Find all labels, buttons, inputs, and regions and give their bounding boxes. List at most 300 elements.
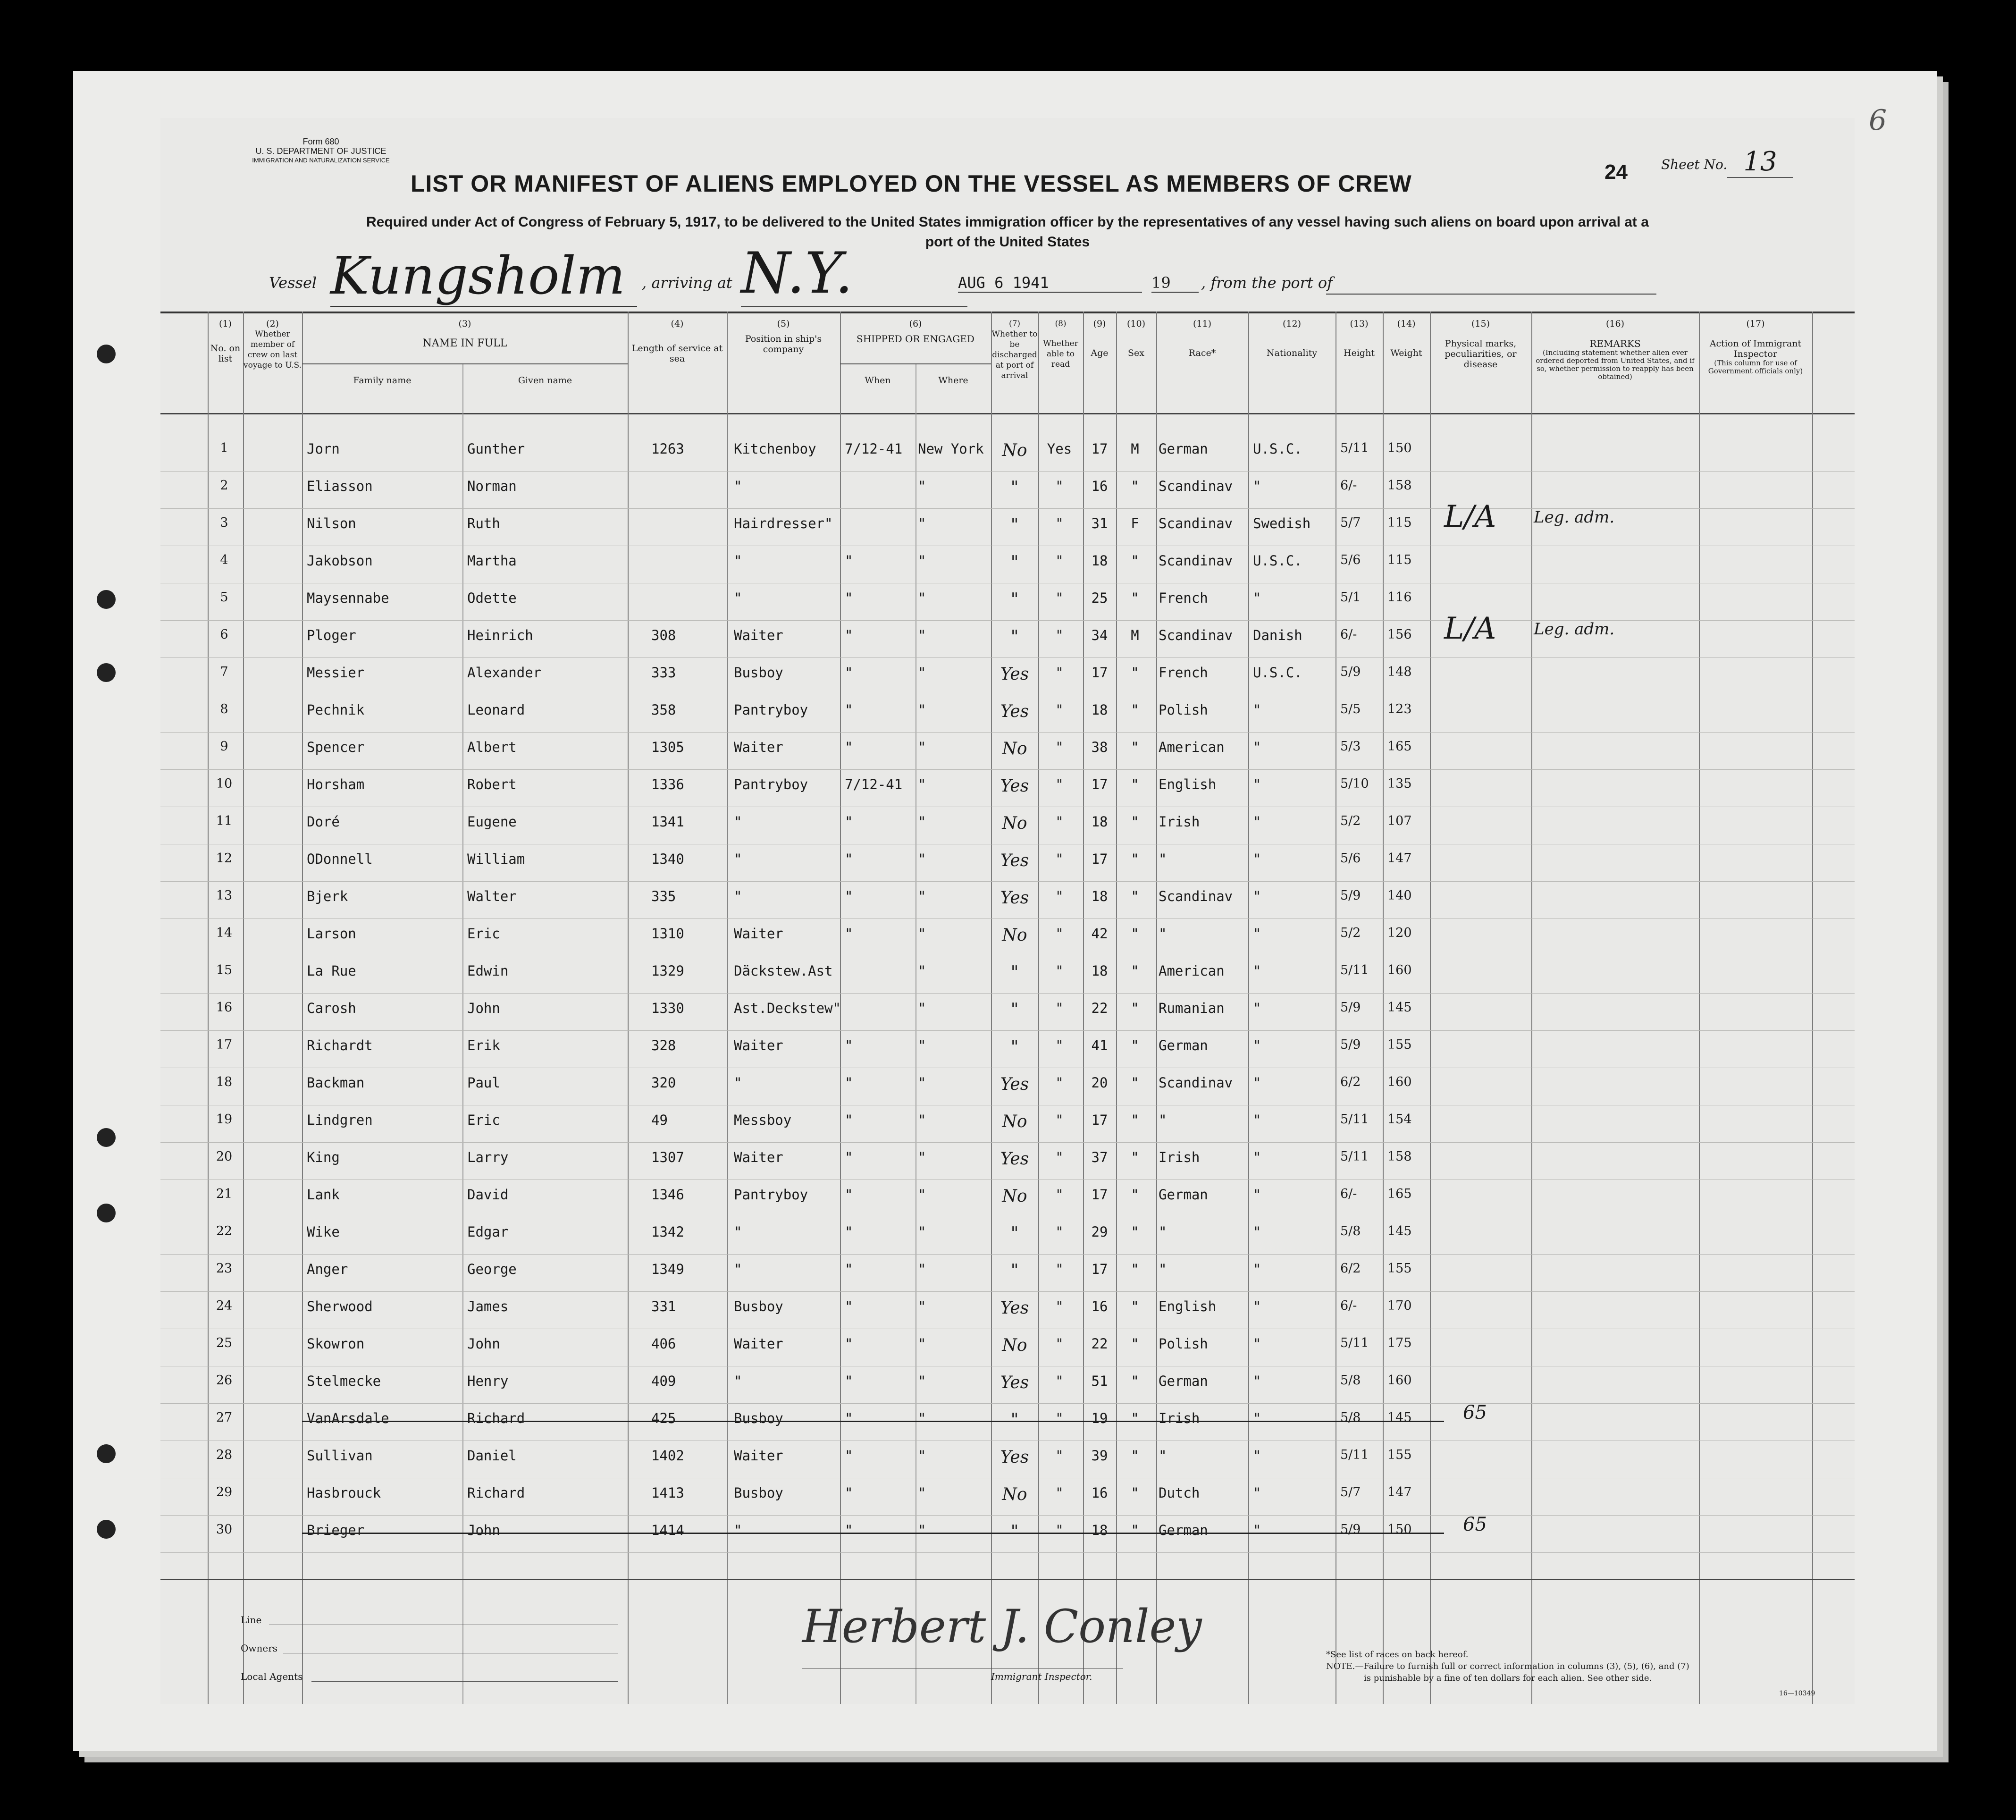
given-name: Odette [467,590,517,606]
crew-row [160,1180,1855,1217]
age: 17 [1091,776,1108,792]
able-to-read: " [1055,776,1064,792]
ship-position: " [734,888,742,904]
able-to-read: " [1055,1448,1064,1464]
shipped-when: " [845,1075,853,1091]
height: 5/9 [1340,1522,1361,1537]
height: 5/11 [1340,1448,1369,1462]
weight: 115 [1387,515,1412,530]
col-4-header: (4) Length of service at sea [631,319,723,364]
given-name: Richard [467,1410,525,1426]
col-14-header: (14) Weight [1390,319,1422,358]
penalty-note: NOTE.—Failure to furnish full or correct information in columns (3), (5), (6), and (7) [1326,1661,1689,1671]
row-number: 4 [220,553,228,567]
shipped-where: " [918,776,926,792]
weight: 154 [1387,1112,1412,1127]
race: French [1159,665,1208,681]
discharge-status: " [1010,553,1019,572]
height: 5/6 [1340,553,1361,567]
crew-row [160,1292,1855,1329]
given-name: Erik [467,1037,500,1053]
ship-position: Busboy [734,1485,783,1501]
given-name: Leonard [467,702,525,718]
sex: " [1131,478,1139,494]
service-length: 1341 [651,814,684,830]
nationality: " [1253,702,1261,718]
sex: " [1131,1149,1139,1165]
sex: " [1131,1298,1139,1314]
family-name: Larson [307,926,356,942]
crew-row [160,882,1855,919]
crew-row [160,1329,1855,1366]
shipped-when: " [845,1187,853,1203]
discharge-status: " [1010,478,1019,497]
sex: " [1131,1522,1139,1538]
race: " [1159,851,1167,867]
discharge-status: No [1002,1336,1027,1355]
height: 5/3 [1340,739,1361,754]
given-name-header: Given name [518,375,572,386]
family-name: Eliasson [307,478,373,494]
col-9-header: (9) Age [1091,319,1109,358]
strike-mark: 65 [1463,1402,1487,1424]
ship-position: Pantryboy [734,776,808,792]
height: 5/10 [1340,776,1369,791]
col-6-header: (6) SHIPPED OR ENGAGED [857,319,974,345]
shipped-when: " [845,1112,853,1128]
able-to-read: " [1055,1298,1064,1314]
crew-row [160,658,1855,695]
row-number: 12 [216,851,233,866]
given-name: John [467,1522,500,1538]
shipped-where: " [918,1037,926,1053]
crew-row [160,1031,1855,1068]
crew-row [160,956,1855,994]
family-name: Backman [307,1075,365,1091]
sex: " [1131,1037,1139,1053]
manifest-form [160,118,1855,1704]
service-length: 1346 [651,1187,684,1203]
able-to-read: " [1055,1485,1064,1501]
service-length: 1342 [651,1224,684,1240]
sex: " [1131,1261,1139,1277]
service-length: 1305 [651,739,684,755]
weight: 123 [1387,702,1412,716]
sex: " [1131,1000,1139,1016]
ship-position: " [734,553,742,569]
shipped-when: " [845,590,853,606]
race: Rumanian [1159,1000,1225,1016]
shipped-where: " [918,888,926,904]
race: Scandinav [1159,478,1233,494]
family-name: ODonnell [307,851,373,867]
weight: 147 [1387,851,1412,866]
ship-position: Waiter [734,1448,783,1464]
family-name: La Rue [307,963,356,979]
race: English [1159,776,1217,792]
discharge-status: Yes [1000,1448,1029,1467]
family-name: Spencer [307,739,365,755]
department-name: U. S. DEPARTMENT OF JUSTICE [255,146,386,156]
able-to-read: " [1055,1149,1064,1165]
discharge-status: No [1002,441,1027,460]
shipped-when: " [845,1149,853,1165]
able-to-read: " [1055,888,1064,904]
from-port-blank [1326,294,1656,295]
weight: 147 [1387,1485,1412,1500]
nationality: " [1253,1149,1261,1165]
race: Polish [1159,1336,1208,1352]
family-name: Nilson [307,515,356,531]
sex: " [1131,1448,1139,1464]
ship-position: Waiter [734,739,783,755]
height: 5/1 [1340,590,1361,605]
nationality: U.S.C. [1253,441,1302,457]
col-5-header: (5) Position in ship's company [745,319,822,354]
family-name: Lank [307,1187,340,1203]
given-name: Ruth [467,515,500,531]
crew-row [160,733,1855,770]
age: 18 [1091,888,1108,904]
service-length: 1329 [651,963,684,979]
penalty-note-cont: is punishable by a fine of ten dollars for each alien. See other side. [1364,1673,1652,1683]
discharge-status: Yes [1000,851,1029,870]
shipped-when: " [845,1224,853,1240]
family-name: Horsham [307,776,365,792]
shipped-where: " [918,1336,926,1352]
discharge-status: " [1010,590,1019,609]
vessel-name: Kungsholm [330,245,637,307]
crew-row [160,807,1855,844]
nationality: " [1253,926,1261,942]
height: 5/11 [1340,1112,1369,1127]
given-name: Eugene [467,814,517,830]
ship-position: " [734,1224,742,1240]
ship-position: Busboy [734,1410,783,1426]
punch-hole [97,345,116,363]
sex: " [1131,776,1139,792]
able-to-read: " [1055,1000,1064,1016]
family-name: Doré [307,814,340,830]
form-number: Form 680 [302,137,339,146]
service-name: IMMIGRATION AND NATURALIZATION SERVICE [252,157,390,164]
given-name: John [467,1000,500,1016]
discharge-status: " [1010,963,1019,982]
crew-row [160,1516,1855,1553]
weight: 155 [1387,1448,1412,1462]
weight: 158 [1387,1149,1412,1164]
able-to-read: " [1055,926,1064,942]
ship-position: " [734,1075,742,1091]
weight: 165 [1387,739,1412,754]
height: 5/11 [1340,1149,1369,1164]
able-to-read: " [1055,1410,1064,1426]
row-number: 5 [220,590,228,605]
shipped-where: " [918,1000,926,1016]
shipped-where: " [918,1448,926,1464]
race: American [1159,739,1225,755]
row-number: 26 [216,1373,233,1388]
race: " [1159,1224,1167,1240]
given-name: Norman [467,478,517,494]
family-name: King [307,1149,340,1165]
ship-position: Waiter [734,926,783,942]
line-label: Line [241,1614,262,1626]
sheet-label: Sheet No. [1661,157,1728,172]
age: 20 [1091,1075,1108,1091]
row-number: 17 [216,1037,233,1052]
able-to-read: " [1055,1224,1064,1240]
sex: " [1131,739,1139,755]
age: 18 [1091,963,1108,979]
height: 5/11 [1340,1336,1369,1350]
family-name: Sullivan [307,1448,373,1464]
given-name: Paul [467,1075,500,1091]
weight: 156 [1387,627,1412,642]
family-name: Wike [307,1224,340,1240]
weight: 135 [1387,776,1412,791]
strike-through-line [302,1421,1444,1422]
able-to-read: " [1055,478,1064,494]
service-length: 320 [651,1075,676,1091]
given-name: Alexander [467,665,542,681]
race: " [1159,926,1167,942]
family-name: Messier [307,665,365,681]
family-name: Jakobson [307,553,373,569]
given-name: George [467,1261,517,1277]
race: Scandinav [1159,1075,1233,1091]
nationality: U.S.C. [1253,553,1302,569]
ship-position: " [734,1522,742,1538]
row-number: 18 [216,1075,233,1089]
age: 31 [1091,515,1108,531]
height: 5/8 [1340,1410,1361,1425]
shipped-when: " [845,814,853,830]
given-name: Martha [467,553,517,569]
family-name: Hasbrouck [307,1485,381,1501]
sex: M [1131,627,1139,643]
weight: 160 [1387,1373,1412,1388]
row-number: 14 [216,926,233,940]
height: 6/- [1340,1298,1357,1313]
row-number: 28 [216,1448,233,1462]
sex: " [1131,590,1139,606]
sex: " [1131,963,1139,979]
shipped-where: " [918,814,926,830]
given-name: John [467,1336,500,1352]
nationality: " [1253,1373,1261,1389]
row-number: 6 [220,627,228,642]
corner-page-mark: 6 [1869,104,1887,137]
col-13-header: (13) Height [1344,319,1375,358]
row-number: 11 [216,814,233,828]
age: 41 [1091,1037,1108,1053]
sex: " [1131,1224,1139,1240]
row-rule [160,1552,1855,1553]
where-header: Where [938,375,968,386]
sex: " [1131,1187,1139,1203]
service-length: 1349 [651,1261,684,1277]
when-header: When [865,375,891,386]
given-name: Henry [467,1373,509,1389]
race: French [1159,590,1208,606]
crew-row [160,1105,1855,1143]
able-to-read: " [1055,1075,1064,1091]
shipped-when: " [845,1373,853,1389]
from-port-label: , from the port of [1201,274,1333,292]
sex: " [1131,851,1139,867]
col-8-header: (8) Whether able to read [1043,319,1078,369]
ship-position: " [734,1373,742,1389]
age: 29 [1091,1224,1108,1240]
height: 5/8 [1340,1373,1361,1388]
shipped-where: " [918,1410,926,1426]
age: 39 [1091,1448,1108,1464]
shipped-where: " [918,627,926,643]
discharge-status: Yes [1000,1149,1029,1169]
arrival-date-stamp: AUG 6 1941 [958,274,1142,293]
table-top-rule [160,312,1855,313]
crew-row [160,695,1855,733]
crew-row [160,434,1855,472]
ship-position: Busboy [734,1298,783,1314]
shipped-where: " [918,1224,926,1240]
race: Dutch [1159,1485,1200,1501]
age: 18 [1091,702,1108,718]
punch-hole [97,590,116,609]
service-length: 333 [651,665,676,681]
family-name: Stelmecke [307,1373,381,1389]
vessel-label: Vessel [269,274,317,292]
able-to-read: " [1055,1261,1064,1277]
discharge-status: " [1010,1410,1019,1430]
subtitle-line-2: port of the United States [925,234,1090,250]
weight: 148 [1387,665,1412,679]
race: English [1159,1298,1217,1314]
crew-row [160,472,1855,509]
service-length: 335 [651,888,676,904]
discharge-status: Yes [1000,776,1029,796]
age: 42 [1091,926,1108,942]
crew-row [160,1441,1855,1478]
ship-position: Waiter [734,1149,783,1165]
crew-row [160,919,1855,956]
shipped-divider [840,363,991,364]
family-name: Brieger [307,1522,365,1538]
remarks: Leg. adm. [1534,508,1615,527]
able-to-read: " [1055,1187,1064,1203]
sex: " [1131,1373,1139,1389]
able-to-read: " [1055,963,1064,979]
able-to-read: " [1055,627,1064,643]
family-name: Pechnik [307,702,365,718]
ship-position: Hairdresser" [734,515,833,531]
service-length: 1402 [651,1448,684,1464]
age: 17 [1091,1112,1108,1128]
ship-position: Waiter [734,627,783,643]
weight: 145 [1387,1224,1412,1239]
race: German [1159,1373,1208,1389]
nationality: " [1253,888,1261,904]
age: 16 [1091,478,1108,494]
table-bottom-rule [160,1579,1855,1580]
sex: " [1131,888,1139,904]
crew-row [160,770,1855,807]
shipped-where: " [918,553,926,569]
discharge-status: " [1010,627,1019,647]
col-15-header: (15) Physical marks, peculiarities, or disease [1445,319,1517,370]
shipped-when: " [845,1522,853,1538]
discharge-status: Yes [1000,1075,1029,1094]
height: 5/9 [1340,1000,1361,1015]
shipped-where: " [918,1485,926,1501]
service-length: 1307 [651,1149,684,1165]
shipped-where: " [918,590,926,606]
nationality: " [1253,1224,1261,1240]
row-number: 25 [216,1336,233,1350]
service-length: 331 [651,1298,676,1314]
header-bottom-rule [160,413,1855,414]
ship-position: " [734,1261,742,1277]
row-number: 29 [216,1485,233,1500]
col-16-header: (16) REMARKS (Including statement whether alien ever ordered deported from United States, and if so, whether permission to reapply has been obtained) [1536,319,1695,381]
shipped-where: " [918,1075,926,1091]
inspector-label: Immigrant Inspector. [991,1671,1092,1682]
nationality: " [1253,739,1261,755]
height: 5/2 [1340,926,1361,940]
height: 5/2 [1340,814,1361,828]
sex: " [1131,665,1139,681]
service-length: 1330 [651,1000,684,1016]
family-name: Ploger [307,627,356,643]
discharge-status: Yes [1000,702,1029,721]
race: Irish [1159,1410,1200,1426]
discharge-status: Yes [1000,1373,1029,1392]
nationality: " [1253,814,1261,830]
weight: 160 [1387,1075,1412,1089]
nationality: Danish [1253,627,1302,643]
discharge-status: Yes [1000,888,1029,908]
shipped-where: " [918,1373,926,1389]
height: 5/11 [1340,441,1369,455]
discharge-status: No [1002,926,1027,945]
height: 6/- [1340,478,1357,493]
race: German [1159,1522,1208,1538]
service-length: 1263 [651,441,684,457]
nationality: " [1253,590,1261,606]
ship-position: " [734,851,742,867]
sex: " [1131,926,1139,942]
discharge-status: " [1010,1522,1019,1542]
height: 5/8 [1340,1224,1361,1239]
shipped-when: " [845,1448,853,1464]
col-12-header: (12) Nationality [1266,319,1318,358]
given-name: Eric [467,1112,500,1128]
col-2-header: (2) Whether member of crew on last voyage to U.S. [243,319,302,370]
able-to-read: " [1055,702,1064,718]
service-length: 1336 [651,776,684,792]
crew-row [160,1404,1855,1441]
row-number: 10 [216,776,233,791]
nationality: " [1253,963,1261,979]
col-11-header: (11) Race* [1188,319,1216,358]
shipped-when: 7/12-41 [845,441,903,457]
sheet-number: 13 [1727,146,1793,178]
discharge-status: Yes [1000,665,1029,684]
service-length: 1414 [651,1522,684,1538]
service-length: 308 [651,627,676,643]
shipped-when: " [845,851,853,867]
